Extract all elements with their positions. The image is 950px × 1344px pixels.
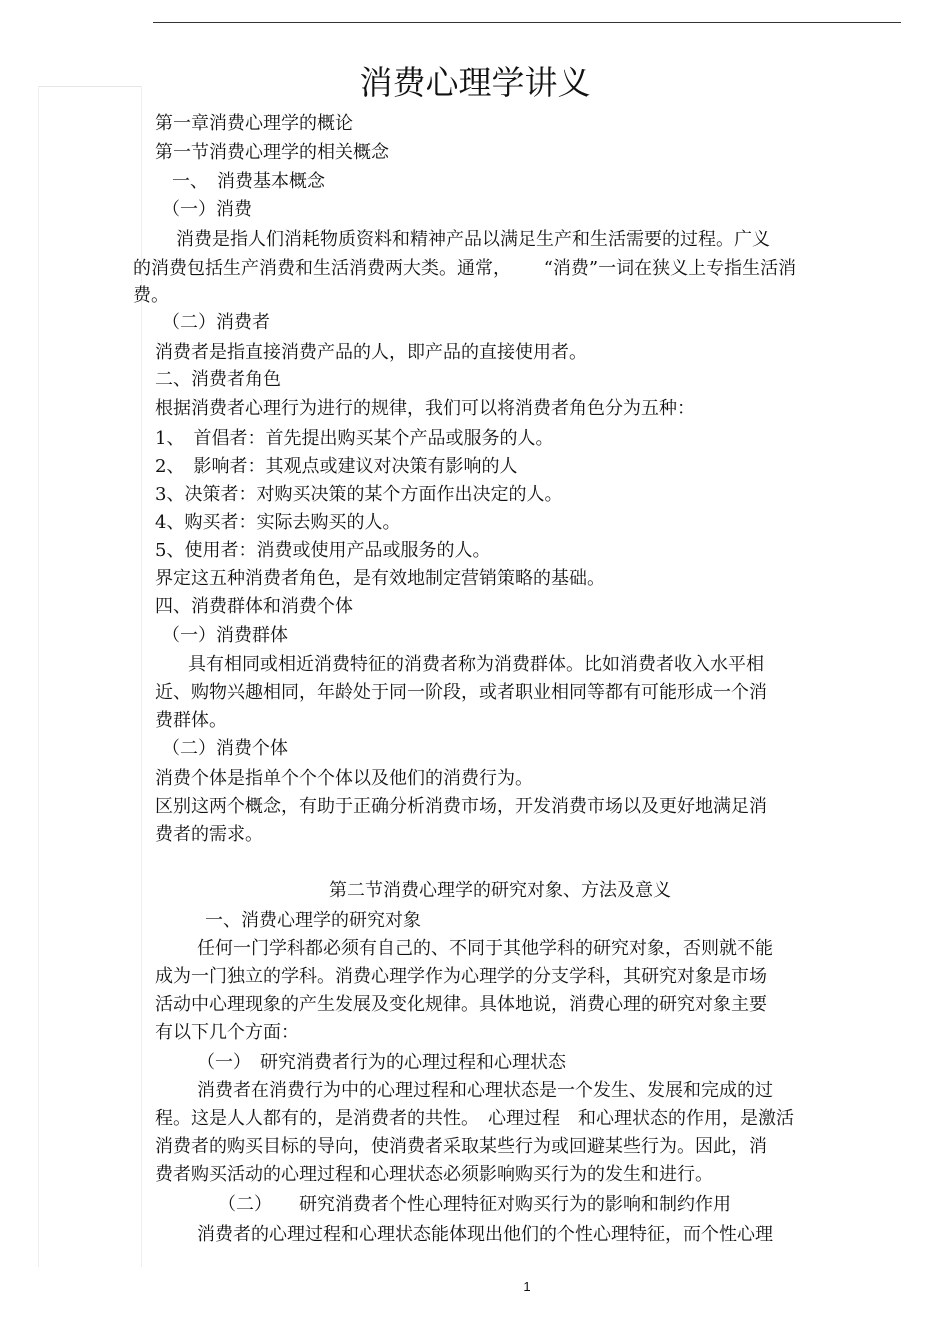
item-heading: （二）消费个体 bbox=[162, 738, 288, 759]
paragraph-line: 任何一门学科都必须有自己的、不同于其他学科的研究对象，否则就不能 bbox=[197, 938, 773, 959]
list-item: 1、 首倡者：首先提出购买某个产品或服务的人。 bbox=[155, 428, 554, 449]
paragraph-line: 根据消费者心理行为进行的规律，我们可以将消费者角色分为五种： bbox=[155, 398, 695, 419]
list-item: 4、购买者：实际去购买的人。 bbox=[155, 512, 401, 533]
item-heading: （一）消费 bbox=[162, 199, 252, 220]
paragraph-line: 活动中心理现象的产生发展及变化规律。具体地说，消费心理的研究对象主要 bbox=[155, 994, 767, 1015]
paragraph-line: 消费者是指直接消费产品的人，即产品的直接使用者。 bbox=[155, 342, 587, 363]
paragraph-line: 成为一门独立的学科。消费心理学作为心理学的分支学科，其研究对象是市场 bbox=[155, 966, 767, 987]
list-item: 3、决策者：对购买决策的某个方面作出决定的人。 bbox=[155, 484, 563, 505]
paragraph-line: 区别这两个概念，有助于正确分析消费市场，开发消费市场以及更好地满足消 bbox=[155, 796, 767, 817]
item-heading: （二） 研究消费者个性心理特征对购买行为的影响和制约作用 bbox=[218, 1194, 731, 1215]
item-heading: （一） 研究消费者行为的心理过程和心理状态 bbox=[197, 1052, 566, 1073]
paragraph-line: 消费者在消费行为中的心理过程和心理状态是一个发生、发展和完成的过 bbox=[197, 1080, 773, 1101]
paragraph-line: 程。这是人人都有的，是消费者的共性。 心理过程 和心理状态的作用，是激活 bbox=[155, 1108, 794, 1129]
paragraph-line: 费。 bbox=[133, 285, 169, 306]
chapter-heading: 第一章消费心理学的概论 bbox=[155, 113, 353, 134]
section-heading: 第一节消费心理学的相关概念 bbox=[155, 142, 389, 163]
paragraph-line: 费群体。 bbox=[155, 710, 227, 731]
paragraph-line: 消费是指人们消耗物质资料和精神产品以满足生产和生活需要的过程。广义 bbox=[176, 229, 770, 250]
page-number: 1 bbox=[523, 1279, 531, 1294]
paragraph-line: 的消费包括生产消费和生活消费两大类。通常， “消费”一词在狭义上专指生活消 bbox=[133, 258, 797, 279]
section-heading-2: 第二节消费心理学的研究对象、方法及意义 bbox=[329, 880, 671, 901]
paragraph-line: 消费者的心理过程和心理状态能体现出他们的个性心理特征，而个性心理 bbox=[197, 1224, 773, 1245]
header-rule bbox=[153, 22, 901, 23]
paragraph-line: 近、购物兴趣相同，年龄处于同一阶段，或者职业相同等都有可能形成一个消 bbox=[155, 682, 767, 703]
list-item: 2、 影响者：其观点或建议对决策有影响的人 bbox=[155, 456, 518, 477]
subsection-heading: 一、 消费基本概念 bbox=[172, 171, 325, 192]
paragraph-line: 费者的需求。 bbox=[155, 824, 263, 845]
document-title: 消费心理学讲义 bbox=[359, 63, 591, 102]
paragraph-line: 有以下几个方面： bbox=[155, 1022, 299, 1043]
paragraph-line: 消费个体是指单个个个体以及他们的消费行为。 bbox=[155, 768, 533, 789]
paragraph-line: 消费者的购买目标的导向，使消费者采取某些行为或回避某些行为。因此，消 bbox=[155, 1136, 767, 1157]
item-heading: （一）消费群体 bbox=[162, 625, 288, 646]
subsection-heading: 四、消费群体和消费个体 bbox=[155, 596, 353, 617]
paragraph-line: 界定这五种消费者角色，是有效地制定营销策略的基础。 bbox=[155, 568, 605, 589]
list-item: 5、使用者：消费或使用产品或服务的人。 bbox=[155, 540, 491, 561]
paragraph-line: 具有相同或相近消费特征的消费者称为消费群体。比如消费者收入水平相 bbox=[188, 654, 764, 675]
item-heading: （二）消费者 bbox=[162, 312, 270, 333]
margin-frame bbox=[38, 86, 142, 1267]
subsection-heading: 二、消费者角色 bbox=[155, 369, 281, 390]
subsection-heading: 一、消费心理学的研究对象 bbox=[205, 910, 421, 931]
paragraph-line: 费者购买活动的心理过程和心理状态必须影响购买行为的发生和进行。 bbox=[155, 1164, 713, 1185]
